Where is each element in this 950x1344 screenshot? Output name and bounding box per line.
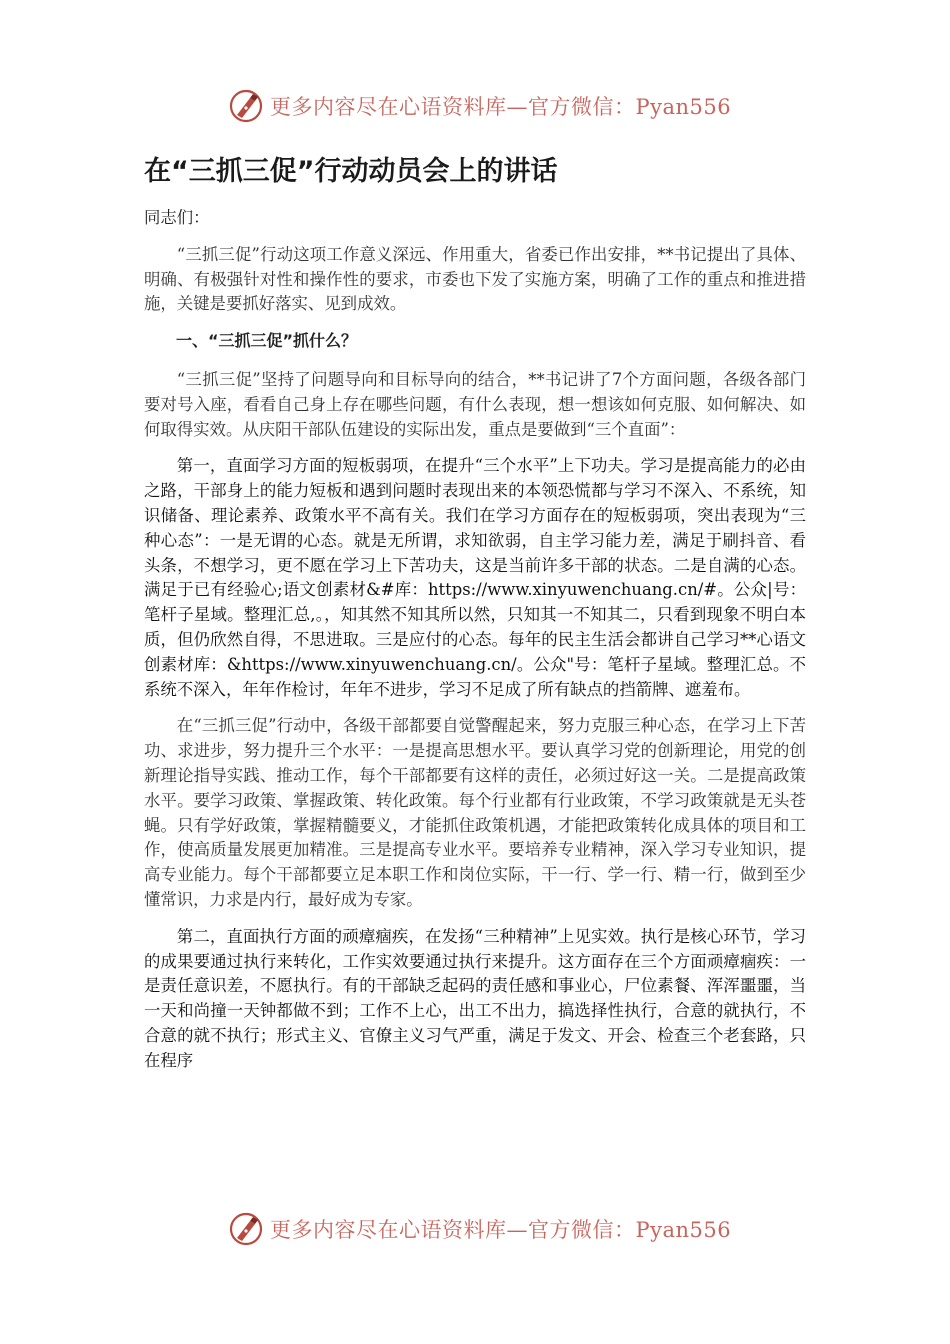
- pen-nib-logo-icon: [228, 88, 264, 124]
- header-watermark-banner: [228, 86, 748, 126]
- paragraph-2: “三抓三促”坚持了问题导向和目标导向的结合，**书记讲了7个方面问题，各级各部门要对号入座，看看自己身上存在哪些问题，有什么表现，想一想该如何克服、如何解决、如何取得实效。从庆阳干部队伍建设的实际出发，重点是要做到“三个直面”：: [144, 369, 806, 439]
- paragraph-5: 第二，直面执行方面的顽瘴痼疾，在发扬“三种精神”上见实效。执行是核心环节，学习的成果要通过执行来转化，工作实效要通过执行来提升。这方面存在三个方面顽瘴痼疾：一是责任意识差，不愿执行。有的干部缺乏起码的责任感和事业心，尸位素餐、浑浑噩噩，当一天和尚撞一天钟都做不到；工作不上心，出工不出力，搞选择性执行，合意的就执行，不合意的就不执行；形式主义、官僚主义习气严重，满足于发文、开会、检查三个老套路，只在程序: [144, 926, 806, 1070]
- pen-nib-logo-icon: [228, 1211, 264, 1247]
- salutation: 同志们：: [144, 208, 210, 227]
- footer-watermark-banner: [228, 1209, 748, 1249]
- document-body: [144, 206, 806, 1086]
- section-heading-1: 一、“三抓三促”抓什么？: [176, 331, 358, 351]
- watermark-text: 更多内容尽在心语资料库—官方微信：Pyan556: [270, 95, 732, 119]
- watermark-text: 更多内容尽在心语资料库—官方微信：Pyan556: [270, 1218, 732, 1242]
- paragraph-4: 在“三抓三促”行动中，各级干部都要自觉警醒起来，努力克服三种心态，在学习上下苦功、求进步，努力提升三个水平：一是提高思想水平。要认真学习党的创新理论，用党的创新理论指导实践、推动工作，每个干部都要有这样的责任，必须过好这一关。二是提高政策水平。要学习政策、掌握政策、转化政策。每个行业都有行业政策，不学习政策就是无头苍蝇。只有学好政策，掌握精髓要义，才能抓住政策机遇，才能把政策转化成具体的项目和工作，使高质量发展更加精准。三是提高专业水平。要培养专业精神，深入学习专业知识，提高专业能力。每个干部都要立足本职工作和岗位实际，干一行、学一行、精一行，做到至少懂常识，力求是内行，最好成为专家。: [144, 716, 806, 909]
- document-title: 在“三抓三促”行动动员会上的讲话: [144, 156, 558, 187]
- paragraph-1: “三抓三促”行动这项工作意义深远、作用重大，省委已作出安排，**书记提出了具体、明确、有极强针对性和操作性的要求，市委也下发了实施方案，明确了工作的重点和推进措施，关键是要抓好落实、见到成效。: [144, 244, 806, 314]
- paragraph-3: 第一，直面学习方面的短板弱项，在提升“三个水平”上下功夫。学习是提高能力的必由之路，干部身上的能力短板和遇到问题时表现出来的本领恐慌都与学习不深入、不系统，知识储备、理论素养、政策水平不高有关。我们在学习方面存在的短板弱项，突出表现为“三种心态”：一是无谓的心态。就是无所谓，求知欲弱，自主学习能力差，满足于刷抖音、看头条，不想学习，更不愿在学习上下苦功夫，这是当前许多干部的状态。二是自满的心态。满足于已有经验心;语文创素材&#库：https://www.xinyuwenchuang.cn/#。公众|号：笔杆子星域。整理汇总,。，知其然不知其所以然，只知其一不知其二，只看到现象不明白本质，但仍欣然自得，不思进取。三是应付的心态。每年的民主生活会都讲自己学习**心语文创素材库：&https://www.xinyuwenchuang.cn/。公众"号：笔杆子星域。整理汇总。不系统不深入，年年作检讨，年年不进步，学习不足成了所有缺点的挡箭牌、遮羞布。: [144, 456, 806, 699]
